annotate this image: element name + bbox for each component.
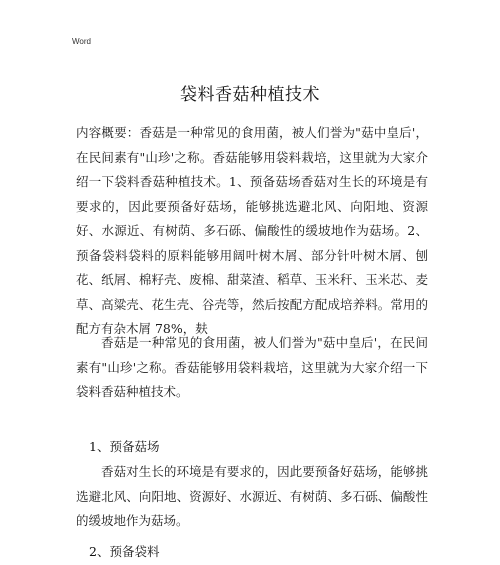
second-paragraph: 香菇是一种常见的食用菌，被人们誉为"菇中皇后'，在民间素有"山珍'之称。香菇能够用袋料栽培，这里就为大家介绍一下袋料香菇种植技术。: [76, 335, 428, 399]
word-header-label: Word: [72, 37, 91, 46]
section-1-heading: 1、预备菇场: [89, 439, 160, 454]
section-1-paragraph: 香菇对生长的环境是有要求的，因此要预备好菇场，能够挑选避北风、向阳地、资源好、水源近、有树荫、多石砾、偏酸性的缓坡地作为菇场。: [76, 464, 428, 528]
intro-paragraph: 内容概要：香菇是一种常见的食用菌，被人们誉为"菇中皇后'，在民间素有"山珍'之称。香菇能够用袋料栽培，这里就为大家介绍一下袋料香菇种植技术。1、预备菇场香菇对生长的环境是有要求的，因此要预备好菇场，能够挑选避北风、向阳地、资源好、水源近、有树荫、多石砾、偏酸性的缓坡地作为菇场。2、预备袋料袋料的原料能够用阔叶树木屑、部分针叶树木屑、刨花、纸屑、棉籽壳、废棉、甜菜渣、稻草、玉米秆、玉米芯、麦草、高粱壳、花生壳、谷壳等，然后按配方配成培养料。常用的配方有杂木屑 78%，麸: [76, 125, 428, 336]
document-title: 袋料香菇种植技术: [180, 85, 320, 105]
section-2-heading: 2、预备袋料: [89, 544, 160, 559]
